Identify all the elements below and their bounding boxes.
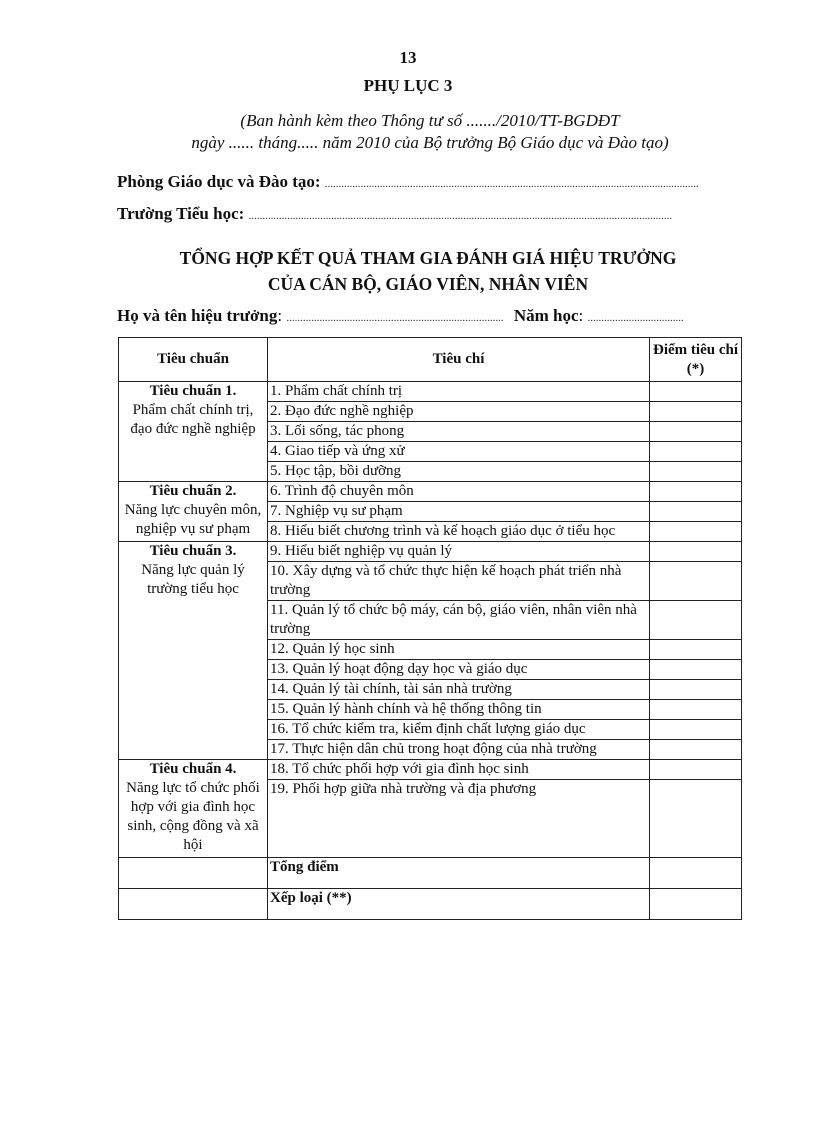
rank-blank-cell <box>119 889 268 920</box>
criterion-cell: 5. Học tập, bồi dưỡng <box>268 462 650 482</box>
standard-cell-2 <box>119 482 268 542</box>
rank-label: Xếp loại (**) <box>268 889 650 920</box>
criterion-cell: 4. Giao tiếp và ứng xử <box>268 442 650 462</box>
school-field <box>117 204 672 224</box>
criterion-cell: 12. Quản lý học sinh <box>268 640 650 660</box>
department-field <box>117 172 699 192</box>
header-criterion: Tiêu chí <box>268 338 650 382</box>
criterion-cell: 19. Phối hợp giữa nhà trường và địa phương <box>268 780 650 858</box>
standard-cell-4 <box>119 760 268 858</box>
header-score: Điểm tiêu chí (*) <box>650 338 742 382</box>
score-cell[interactable] <box>650 422 742 442</box>
criterion-cell: 8. Hiểu biết chương trình và kế hoạch giáo dục ở tiểu học <box>268 522 650 542</box>
issued-note <box>0 110 816 154</box>
standard-name: Tiêu chuẩn 3. <box>149 543 237 559</box>
table-row <box>119 760 742 780</box>
score-cell[interactable] <box>650 680 742 700</box>
main-title <box>0 245 816 297</box>
score-cell[interactable] <box>650 482 742 502</box>
criterion-cell: 13. Quản lý hoạt động dạy học và giáo dục <box>268 660 650 680</box>
score-cell[interactable] <box>650 402 742 422</box>
issued-line-1: (Ban hành kèm theo Thông tư số ......./2010/TT-BGDĐT <box>240 111 620 130</box>
school-dots: .......................................................................................................................................................... <box>248 210 673 222</box>
criterion-cell: 10. Xây dựng và tổ chức thực hiện kế hoạch phát triển nhà trường <box>268 562 650 601</box>
total-label: Tổng điểm <box>268 858 650 889</box>
score-cell[interactable] <box>650 640 742 660</box>
issued-line-2: ngày ...... tháng..... năm 2010 của Bộ trưởng Bộ Giáo dục và Đào tạo) <box>191 133 669 152</box>
table-row <box>119 542 742 562</box>
criterion-cell: 9. Hiểu biết nghiệp vụ quản lý <box>268 542 650 562</box>
criterion-cell: 16. Tổ chức kiểm tra, kiểm định chất lượng giáo dục <box>268 720 650 740</box>
year-dots: ................................... <box>587 312 684 324</box>
criterion-cell: 6. Trình độ chuyên môn <box>268 482 650 502</box>
evaluation-table <box>118 337 742 920</box>
rank-value-cell[interactable] <box>650 889 742 920</box>
department-dots: ........................................................................................................................................ <box>324 178 699 190</box>
score-cell[interactable] <box>650 720 742 740</box>
criterion-cell: 2. Đạo đức nghề nghiệp <box>268 402 650 422</box>
score-cell[interactable] <box>650 442 742 462</box>
score-cell[interactable] <box>650 601 742 640</box>
page-number: 13 <box>399 48 417 67</box>
standard-name: Tiêu chuẩn 4. <box>149 761 237 777</box>
main-title-line-1: TỔNG HỢP KẾT QUẢ THAM GIA ĐÁNH GIÁ HIỆU TRƯỞNG <box>179 248 677 268</box>
total-row <box>119 858 742 889</box>
department-label: Phòng Giáo dục và Đào tạo: <box>117 172 321 191</box>
score-cell[interactable] <box>650 502 742 522</box>
main-title-line-2: CỦA CÁN BỘ, GIÁO VIÊN, NHÂN VIÊN <box>267 274 589 294</box>
score-cell[interactable] <box>650 562 742 601</box>
standard-desc: Năng lực tổ chức phối hợp với gia đình học sinh, cộng đồng và xã hội <box>126 780 260 853</box>
standard-desc: Năng lực quản lý trường tiểu học <box>141 562 245 597</box>
total-score-cell[interactable] <box>650 858 742 889</box>
score-cell[interactable] <box>650 462 742 482</box>
standard-cell-3 <box>119 542 268 760</box>
score-cell[interactable] <box>650 740 742 760</box>
score-cell[interactable] <box>650 660 742 680</box>
rank-row <box>119 889 742 920</box>
header-standard: Tiêu chuẩn <box>119 338 268 382</box>
principal-dots: ............................................................................... <box>286 312 504 324</box>
principal-label: Họ và tên hiệu trưởng <box>117 306 278 325</box>
table-row <box>119 382 742 402</box>
standard-name: Tiêu chuẩn 1. <box>149 383 237 399</box>
score-cell[interactable] <box>650 760 742 780</box>
score-cell[interactable] <box>650 382 742 402</box>
standard-desc: Năng lực chuyên môn, nghiệp vụ sư phạm <box>124 502 262 537</box>
criterion-cell: 15. Quản lý hành chính và hệ thống thông tin <box>268 700 650 720</box>
score-cell[interactable] <box>650 522 742 542</box>
appendix-title: PHỤ LỤC 3 <box>363 76 453 95</box>
table-header-row <box>119 338 742 382</box>
score-cell[interactable] <box>650 542 742 562</box>
criterion-cell: 17. Thực hiện dân chủ trong hoạt động của nhà trường <box>268 740 650 760</box>
standard-desc: Phẩm chất chính trị, đạo đức nghề nghiệp <box>130 402 256 437</box>
table-row <box>119 482 742 502</box>
criterion-cell: 18. Tổ chức phối hợp với gia đình học sinh <box>268 760 650 780</box>
school-label: Trường Tiểu học: <box>117 204 245 223</box>
criterion-cell: 14. Quản lý tài chính, tài sản nhà trường <box>268 680 650 700</box>
total-blank-cell <box>119 858 268 889</box>
criterion-cell: 11. Quản lý tổ chức bộ máy, cán bộ, giáo viên, nhân viên nhà trường <box>268 601 650 640</box>
score-cell[interactable] <box>650 700 742 720</box>
standard-name: Tiêu chuẩn 2. <box>149 483 237 499</box>
score-cell[interactable] <box>650 780 742 858</box>
principal-year-field: Họ và tên hiệu trưởng: ............................................................................... Năm học: ................................... <box>117 306 684 325</box>
criterion-cell: 3. Lối sống, tác phong <box>268 422 650 442</box>
criterion-cell: 7. Nghiệp vụ sư phạm <box>268 502 650 522</box>
criterion-cell: 1. Phẩm chất chính trị <box>268 382 650 402</box>
year-label: Năm học <box>513 306 579 325</box>
standard-cell-1 <box>119 382 268 482</box>
